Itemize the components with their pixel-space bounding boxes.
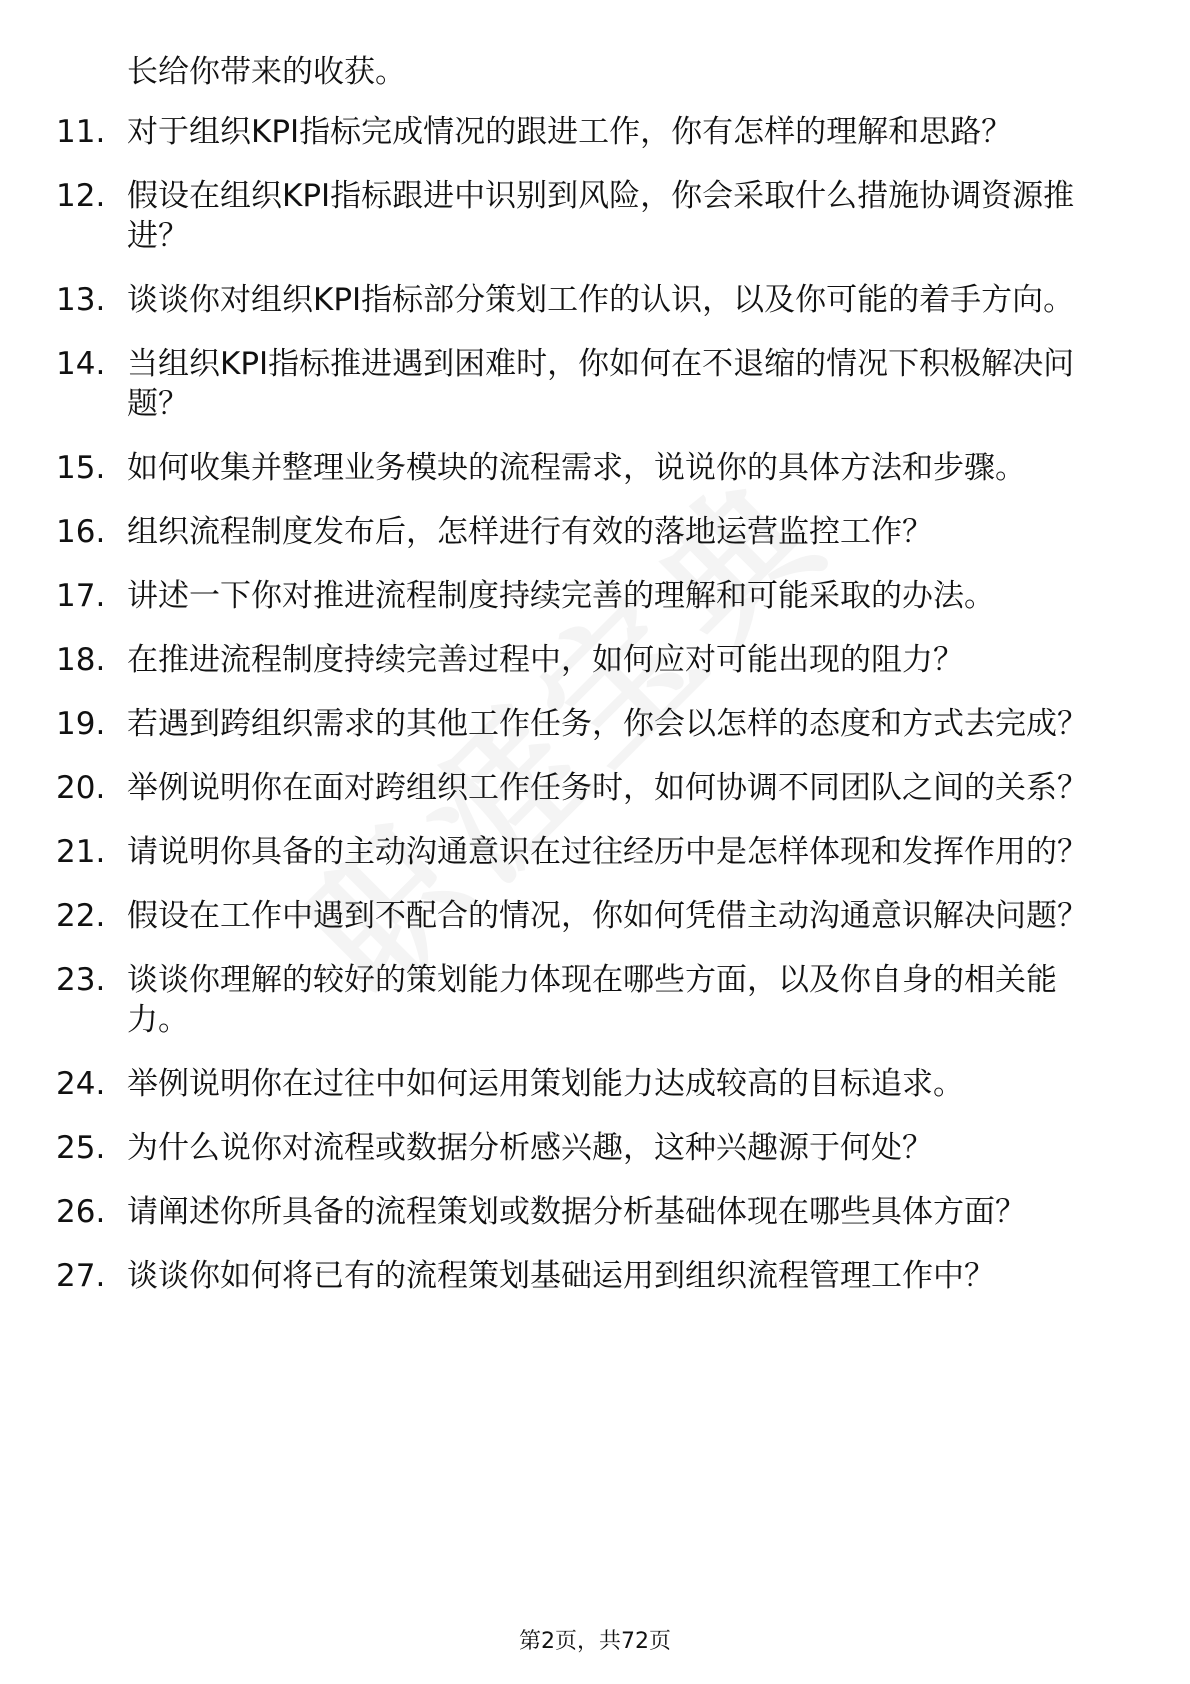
question-number: 13. (56, 282, 106, 318)
question-number: 24. (56, 1066, 106, 1102)
question-text: 谈谈你对组织KPI指标部分策划工作的认识，以及你可能的着手方向。 (127, 282, 1075, 318)
question-number: 22. (56, 898, 106, 934)
question-text: 当组织KPI指标推进遇到困难时，你如何在不退缩的情况下积极解决问题？ (127, 346, 1075, 422)
question-number: 23. (56, 962, 106, 998)
question-item (0, 704, 1190, 744)
question-item (0, 1064, 1190, 1104)
question-text: 在推进流程制度持续完善过程中，如何应对可能出现的阻力？ (127, 642, 964, 678)
question-number: 19. (56, 706, 106, 742)
question-number: 18. (56, 642, 106, 678)
question-item (0, 576, 1190, 616)
question-list (0, 112, 1190, 1320)
question-text: 请阐述你所具备的流程策划或数据分析基础体现在哪些具体方面？ (127, 1194, 1026, 1230)
question-text: 若遇到跨组织需求的其他工作任务，你会以怎样的态度和方式去完成？ (127, 706, 1088, 742)
question-text: 组织流程制度发布后，怎样进行有效的落地运营监控工作？ (127, 514, 933, 550)
question-text: 谈谈你理解的较好的策划能力体现在哪些方面，以及你自身的相关能力。 (127, 962, 1057, 1038)
question-number: 21. (56, 834, 106, 870)
question-item (0, 176, 1190, 256)
question-item (0, 1192, 1190, 1232)
question-text: 请说明你具备的主动沟通意识在过往经历中是怎样体现和发挥作用的？ (127, 834, 1088, 870)
question-text: 谈谈你如何将已有的流程策划基础运用到组织流程管理工作中？ (127, 1258, 995, 1294)
question-number: 15. (56, 450, 106, 486)
question-number: 16. (56, 514, 106, 550)
question-number: 17. (56, 578, 106, 614)
question-number: 12. (56, 178, 106, 214)
question-item (0, 1128, 1190, 1168)
question-number: 20. (56, 770, 106, 806)
page-footer: 第2页，共72页 (519, 1629, 671, 1654)
question-text: 举例说明你在过往中如何运用策划能力达成较高的目标追求。 (127, 1066, 964, 1102)
question-item (0, 832, 1190, 872)
question-item (0, 344, 1190, 424)
question-item (0, 448, 1190, 488)
question-number: 26. (56, 1194, 106, 1230)
question-item (0, 960, 1190, 1040)
question-text: 为什么说你对流程或数据分析感兴趣，这种兴趣源于何处？ (127, 1130, 933, 1166)
question-text: 讲述一下你对推进流程制度持续完善的理解和可能采取的办法。 (127, 578, 995, 614)
question-item (0, 896, 1190, 936)
question-number: 25. (56, 1130, 106, 1166)
question-item (0, 280, 1190, 320)
question-item (0, 768, 1190, 808)
question-text: 假设在工作中遇到不配合的情况，你如何凭借主动沟通意识解决问题？ (127, 898, 1088, 934)
question-item (0, 640, 1190, 680)
question-text: 如何收集并整理业务模块的流程需求，说说你的具体方法和步骤。 (127, 450, 1026, 486)
question-text: 对于组织KPI指标完成情况的跟进工作，你有怎样的理解和思路？ (127, 114, 1013, 150)
question-text: 假设在组织KPI指标跟进中识别到风险，你会采取什么措施协调资源推进？ (127, 178, 1075, 254)
question-number: 14. (56, 346, 106, 382)
question-item (0, 1256, 1190, 1296)
continuation-text: 长给你带来的收获。 (127, 54, 406, 90)
question-item (0, 112, 1190, 152)
question-number: 11. (56, 114, 106, 150)
question-item (0, 512, 1190, 552)
question-text: 举例说明你在面对跨组织工作任务时，如何协调不同团队之间的关系？ (127, 770, 1088, 806)
question-number: 27. (56, 1258, 106, 1294)
